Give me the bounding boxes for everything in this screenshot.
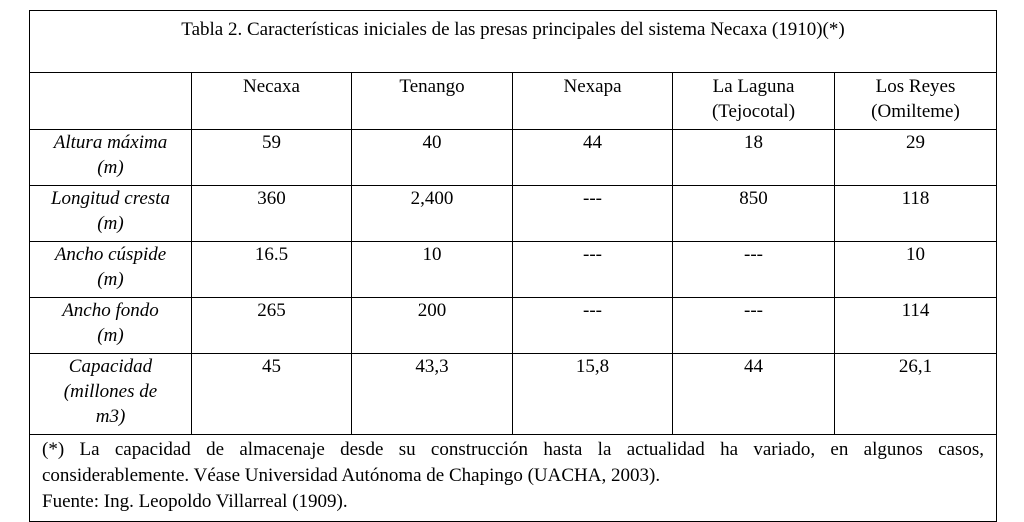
row-label — [30, 298, 192, 354]
source-line: Fuente: Ing. Leopoldo Villarreal (1909). — [42, 491, 348, 512]
table-cell: 44 — [513, 130, 673, 186]
column-header-line: La Laguna — [712, 76, 795, 97]
column-header-line: Necaxa — [243, 76, 300, 97]
table-row — [30, 354, 997, 435]
row-label-line: Capacidad — [68, 356, 153, 377]
notes-row — [30, 435, 997, 522]
header-row — [30, 73, 997, 130]
table-cell: 10 — [352, 242, 513, 298]
column-header-la-laguna — [673, 73, 835, 130]
column-header-subline: (Omilteme) — [871, 101, 960, 122]
row-label — [30, 186, 192, 242]
dams-table — [29, 10, 997, 522]
row-label-unit: (m) — [97, 325, 124, 346]
table-row — [30, 242, 997, 298]
table-cell: 45 — [192, 354, 352, 435]
row-label — [30, 354, 192, 435]
row-label-line: Ancho fondo — [62, 300, 159, 321]
column-header-line: Tenango — [399, 76, 465, 97]
table-cell: 114 — [835, 298, 997, 354]
row-label-unit: (m) — [97, 213, 124, 234]
row-label-unit: (m) — [97, 269, 124, 290]
table-cell: 18 — [673, 130, 835, 186]
row-label-unit: (m) — [97, 157, 124, 178]
row-label-unit: (millones de — [63, 381, 158, 402]
table-cell: 2,400 — [352, 186, 513, 242]
row-label — [30, 242, 192, 298]
table-cell: 40 — [352, 130, 513, 186]
row-label-line: Altura máxima — [53, 132, 168, 153]
table-cell: --- — [513, 298, 673, 354]
table-cell: 59 — [192, 130, 352, 186]
column-header-subline: (Tejocotal) — [711, 101, 796, 122]
footnote-line: (*) La capacidad de almacenaje desde su construcción hasta la actualidad ha variado, en algunos casos, — [42, 439, 984, 460]
table-cell: 44 — [673, 354, 835, 435]
table-cell: --- — [673, 242, 835, 298]
table-cell: 200 — [352, 298, 513, 354]
header-corner-cell — [30, 73, 192, 130]
column-header-line: Los Reyes — [875, 76, 956, 97]
table-cell: 118 — [835, 186, 997, 242]
column-header-line: Nexapa — [563, 76, 622, 97]
table-notes — [30, 435, 997, 522]
column-header-necaxa — [192, 73, 352, 130]
table-cell: 26,1 — [835, 354, 997, 435]
table-cell: 16.5 — [192, 242, 352, 298]
table-cell: 15,8 — [513, 354, 673, 435]
table-cell: 29 — [835, 130, 997, 186]
table-cell: 360 — [192, 186, 352, 242]
table-cell: 850 — [673, 186, 835, 242]
row-label-unit-cont: m3) — [95, 406, 126, 427]
row-label — [30, 130, 192, 186]
row-label-line: Longitud cresta — [50, 188, 171, 209]
column-header-tenango — [352, 73, 513, 130]
table-cell: 43,3 — [352, 354, 513, 435]
footnote-line-cont: considerablemente. Véase Universidad Autónoma de Chapingo (UACHA, 2003). — [42, 465, 661, 486]
column-header-los-reyes — [835, 73, 997, 130]
table-title: Tabla 2. Características iniciales de las presas principales del sistema Necaxa (1910)(*) — [30, 11, 997, 73]
table-row — [30, 298, 997, 354]
table-row — [30, 130, 997, 186]
table-cell: --- — [513, 242, 673, 298]
table-cell: 10 — [835, 242, 997, 298]
table-cell: --- — [673, 298, 835, 354]
column-header-nexapa — [513, 73, 673, 130]
table-cell: --- — [513, 186, 673, 242]
row-label-line: Ancho cúspide — [54, 244, 167, 265]
table-row — [30, 186, 997, 242]
table-cell: 265 — [192, 298, 352, 354]
